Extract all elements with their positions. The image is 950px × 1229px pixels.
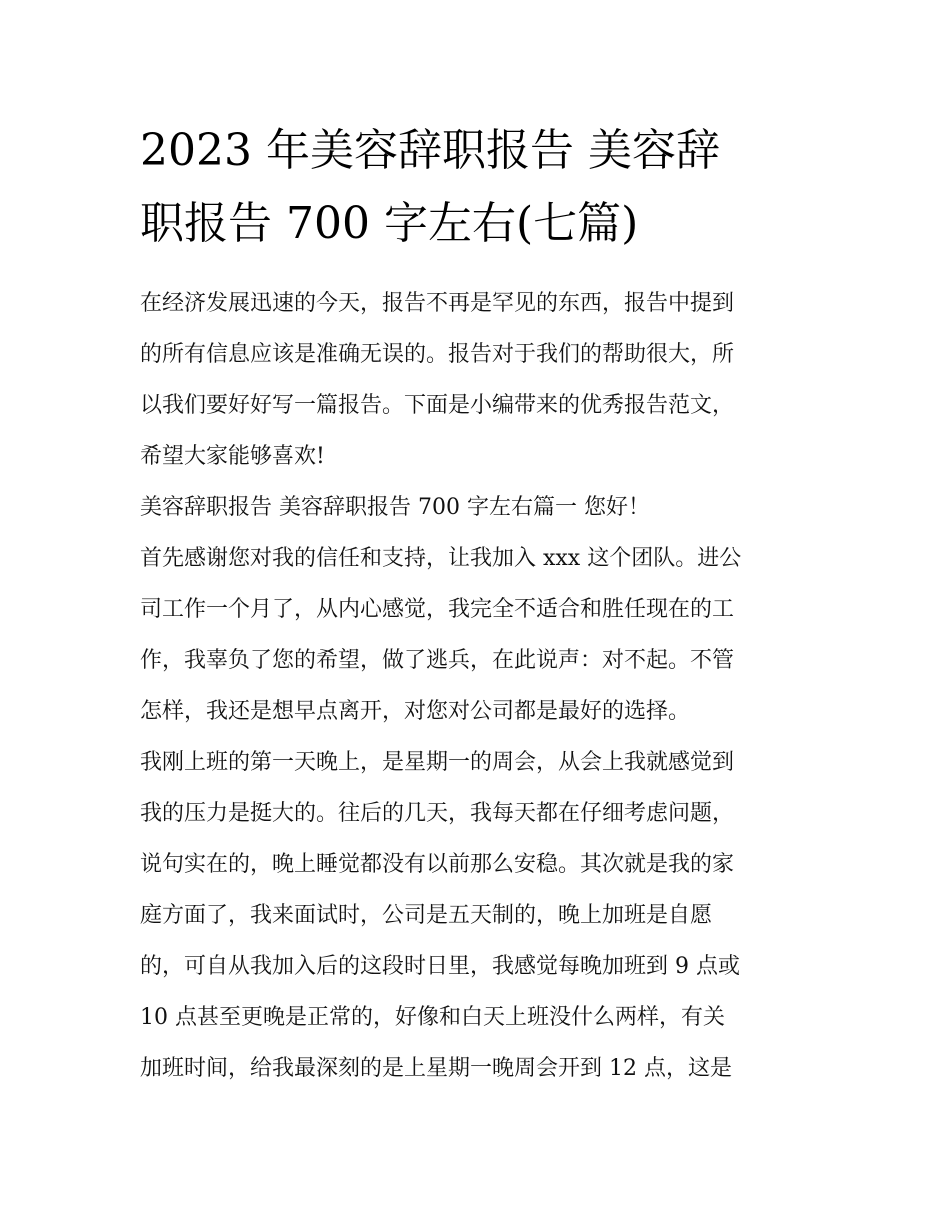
title-line: 职报告 700 字左右(七篇): [140, 198, 639, 249]
body-line: 首先感谢您对我的信任和支持，让我加入 xxx 这个团队。进公: [140, 546, 742, 571]
body-line: 希望大家能够喜欢!: [140, 444, 325, 469]
body-line: 10 点甚至更晚是正常的，好像和白天上班没什么两样，有关: [140, 1005, 725, 1030]
body-line: 说句实在的，晚上睡觉都没有以前那么安稳。其次就是我的家: [140, 852, 735, 877]
body-line: 加班时间，给我最深刻的是上星期一晚周会开到 12 点，这是: [140, 1056, 732, 1081]
document-body: [140, 278, 830, 1094]
body-line: 司工作一个月了，从内心感觉，我完全不适合和胜任现在的工: [140, 597, 735, 622]
document-title: [140, 114, 830, 260]
body-line: 我刚上班的第一天晚上，是星期一的周会，从会上我就感觉到: [140, 750, 735, 775]
body-line: 的，可自从我加入后的这段时日里，我感觉每晚加班到 9 点或: [140, 954, 740, 979]
body-line: 在经济发展迅速的今天，报告不再是罕见的东西，报告中提到: [140, 291, 735, 316]
body-line: 怎样，我还是想早点离开，对您对公司都是最好的选择。: [140, 699, 691, 724]
body-line: 庭方面了，我来面试时，公司是五天制的，晚上加班是自愿: [140, 903, 713, 928]
section-heading-line: 美容辞职报告 美容辞职报告 700 字左右篇一 您好！: [140, 495, 650, 520]
title-line: 2023 年美容辞职报告 美容辞: [140, 125, 720, 176]
body-line: 的所有信息应该是准确无误的。报告对于我们的帮助很大，所: [140, 342, 735, 367]
body-line: 我的压力是挺大的。往后的几天，我每天都在仔细考虑问题，: [140, 801, 735, 826]
body-line: 作，我辜负了您的希望，做了逃兵，在此说声：对不起。不管: [140, 648, 735, 673]
body-line: 以我们要好好写一篇报告。下面是小编带来的优秀报告范文，: [140, 393, 735, 418]
